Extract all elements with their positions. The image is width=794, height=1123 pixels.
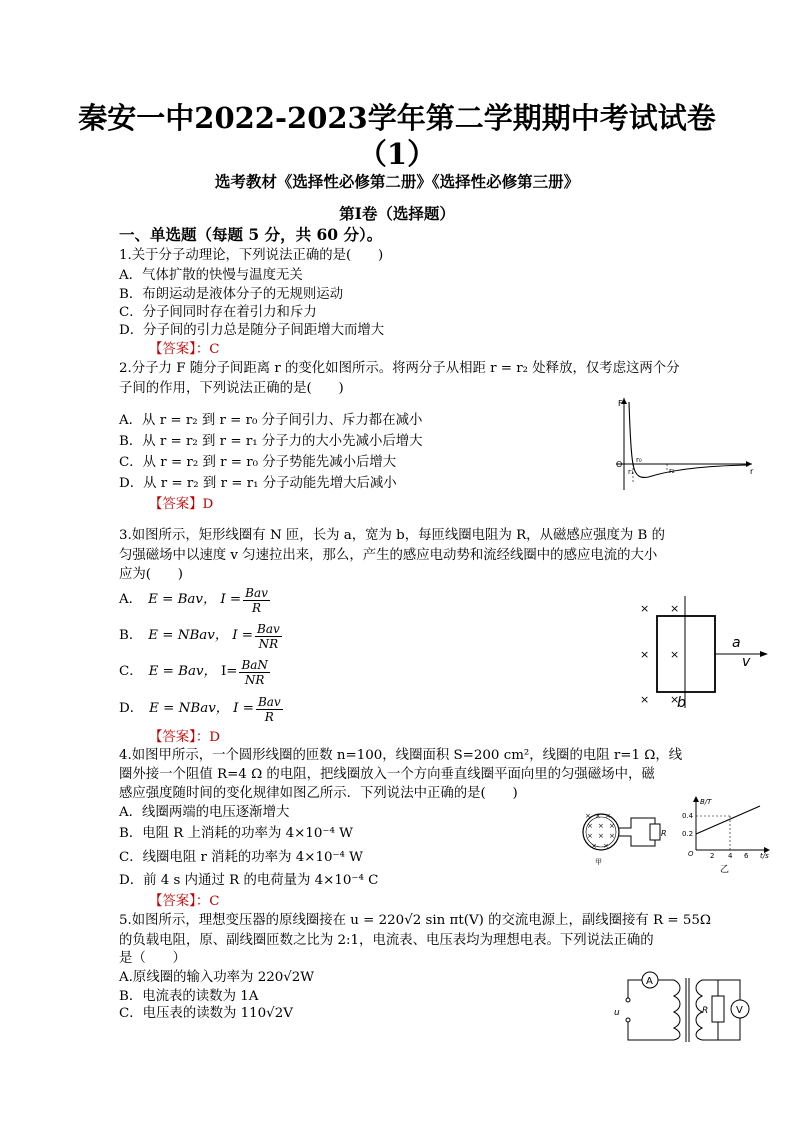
question-stem: 感应强度随时间的变化规律如图乙所示．下列说法中正确的是( ) [119, 786, 518, 801]
axis-label-r: r [750, 467, 754, 476]
field-cross: × [640, 602, 650, 615]
current-fraction [256, 695, 283, 724]
question-stem: 是（ ） [119, 951, 186, 966]
option-label: B． [119, 628, 143, 643]
option-b: B．电流表的读数为 1A [119, 989, 259, 1004]
subtitle: 选考教材《选择性必修第二册》《选择性必修第三册》 [214, 172, 580, 191]
current-symbol: I = [232, 628, 254, 643]
question-stem: 5.如图所示，理想变压器的原线圈接在 u = 220√2 sin πt(V) 的交流电源上，副线圈接有 R = 55Ω [119, 913, 711, 928]
transformer-circuit [610, 968, 760, 1050]
option-b [119, 618, 284, 654]
figure-label-yi: 乙 [720, 865, 730, 874]
current-fraction [243, 586, 270, 615]
question-stem: 3.如图所示，矩形线圈有 N 匝，长为 a，宽为 b，每匝线圈电阻为 R，从磁感应强度为 B 的 [119, 528, 666, 543]
denominator: R [264, 709, 274, 724]
denominator: R [252, 600, 262, 615]
question-stem: 子间的作用，下列说法正确的是( ) [119, 381, 344, 396]
current-symbol: I = [233, 701, 254, 716]
option-b: B．布朗运动是液体分子的无规则运动 [119, 287, 344, 302]
page-title-number: （1） [357, 137, 437, 171]
resistor-label: R [661, 829, 667, 838]
answer: 【答案】D [149, 497, 214, 512]
denominator: NR [244, 672, 265, 687]
numerator: Bav [245, 585, 268, 600]
force-distance-graph [612, 394, 757, 494]
field-cross: × [585, 812, 591, 820]
current-symbol: I= [220, 664, 238, 679]
emf-formula: E = Bav， [148, 592, 217, 607]
option-d: D．分子间的引力总是随分子间距增大而增大 [119, 323, 385, 338]
option-c [119, 654, 272, 690]
r0-label: r₀ [636, 456, 642, 464]
source-label: u [614, 1008, 620, 1018]
field-cross: × [640, 693, 650, 706]
x-tick-2: 2 [710, 852, 715, 860]
option-a: A.原线圈的输入功率为 220√2W [119, 970, 315, 985]
answer: 【答案】：D [149, 730, 220, 745]
field-cross: × [587, 822, 593, 830]
terminal [626, 1018, 630, 1022]
y-tick-04: 0.4 [682, 812, 694, 820]
section-heading: 一、单选题（每题 5 分，共 60 分）。 [119, 225, 383, 244]
denominator: NR [258, 636, 279, 651]
option-a: A．气体扩散的快慢与温度无关 [119, 268, 303, 283]
field-cross: × [598, 832, 604, 840]
option-c: C．从 r = r₂ 到 r = r₀ 分子势能先减小后增大 [119, 455, 397, 470]
field-cross: × [670, 602, 680, 615]
resistor [650, 824, 660, 840]
b-t-graph [682, 794, 782, 874]
field-cross: × [609, 822, 615, 830]
field-cross: × [605, 812, 611, 820]
numerator: Bav [257, 694, 281, 709]
field-cross: × [670, 693, 680, 706]
option-label: C． [119, 664, 143, 679]
label-a: a [732, 635, 741, 651]
field-cross: × [609, 832, 615, 840]
option-d: D．从 r = r₂ 到 r = r₁ 分子动能先增大后减小 [119, 476, 397, 491]
question-stem: 匀强磁场中以速度 v 匀速拉出来，那么，产生的感应电动势和流经线圈中的感应电流的大小 [119, 548, 658, 563]
origin-label: O [616, 460, 623, 469]
rectangular-coil [657, 616, 715, 692]
x-tick-6: 6 [744, 852, 749, 860]
label-b: b [677, 695, 686, 711]
option-a: A．从 r = r₂ 到 r = r₀ 分子间引力、斥力都在减小 [119, 413, 423, 428]
question-stem: 2.分子力 F 随分子间距离 r 的变化如图所示。将两分子从相距 r = r₂ 处释放，仅考虑这两个分 [119, 361, 680, 376]
terminal [626, 998, 630, 1002]
question-stem: 4.如图甲所示，一个圆形线圈的匝数 n=100，线圈面积 S=200 cm²，线圈的电阻 r=1 Ω，线 [119, 748, 683, 763]
option-d: D．前 4 s 内通过 R 的电荷量为 4×10⁻⁴ C [119, 873, 379, 888]
field-cross: × [591, 842, 597, 850]
b-line [696, 806, 760, 834]
primary-bottom-wire [628, 1020, 674, 1040]
option-d [119, 691, 285, 727]
origin-label: O [688, 850, 694, 858]
r1-label: r₁ [628, 468, 634, 476]
option-c: C．分子间同时存在着引力和斥力 [119, 305, 317, 320]
load-resistor [712, 996, 724, 1022]
field-cross: × [587, 832, 593, 840]
figure-label-jia: 甲 [595, 858, 602, 866]
field-crosses [585, 812, 615, 850]
question-stem: 1.关于分子动理论，下列说法正确的是( ) [119, 248, 384, 263]
emf-formula: E = Bav， [148, 664, 217, 679]
current-fraction [255, 622, 282, 651]
option-a [119, 582, 272, 618]
current-fraction [239, 658, 269, 687]
velocity-arrowhead [760, 651, 768, 657]
option-c: C．电压表的读数为 110√2V [119, 1006, 293, 1021]
y-axis-arrow [693, 796, 699, 802]
answer: 【答案】：C [149, 894, 220, 909]
primary-coil [674, 980, 680, 1040]
coil-in-field-diagram [630, 596, 780, 711]
volume-heading: 第Ⅰ卷（选择题） [339, 204, 455, 223]
axis-label-f: F [618, 399, 623, 408]
resistor-label: R [702, 1006, 709, 1016]
option-label: D． [119, 701, 144, 716]
y-axis-label: B/T [700, 798, 712, 806]
r2-label: r₂ [669, 467, 675, 475]
x-axis-label: t/s [760, 852, 769, 860]
question-stem: 圈外接一个阻值 R=4 Ω 的电阻，把线圈放入一个方向垂直线圈平面向里的匀强磁场中，磁 [119, 767, 655, 782]
numerator: BaN [241, 657, 268, 672]
option-label: A． [119, 592, 143, 607]
current-symbol: I = [220, 592, 242, 607]
y-tick-02: 0.2 [682, 830, 694, 838]
label-v: v [742, 654, 751, 670]
field-cross: × [603, 842, 609, 850]
emf-formula: E = NBav， [149, 701, 230, 716]
option-c: C．线圈电阻 r 消耗的功率为 4×10⁻⁴ W [119, 850, 363, 865]
option-b: B．从 r = r₂ 到 r = r₁ 分子力的大小先减小后增大 [119, 434, 423, 449]
ammeter-label: A [646, 976, 653, 987]
force-curve [629, 402, 747, 478]
x-tick-4: 4 [728, 852, 733, 860]
field-cross: × [670, 648, 680, 661]
option-b: B．电阻 R 上消耗的功率为 4×10⁻⁴ W [119, 826, 353, 841]
numerator: Bav [257, 621, 280, 636]
question-stem: 应为( ) [119, 567, 184, 582]
field-cross: × [598, 822, 604, 830]
question-stem: 的负载电阻，原、副线圈匝数之比为 2:1，电流表、电压表均为理想电表。下列说法正确的 [119, 933, 654, 948]
voltmeter-label: V [736, 1005, 743, 1016]
field-cross: × [595, 812, 601, 820]
field-cross: × [640, 648, 650, 661]
page-title: 秦安一中2022-2023学年第二学期期中考试试卷 [78, 101, 716, 135]
answer: 【答案】：C [149, 342, 220, 357]
emf-formula: E = NBav， [148, 628, 229, 643]
circular-coil-diagram [573, 806, 668, 870]
option-a: A．线圈两端的电压逐渐增大 [119, 805, 290, 820]
